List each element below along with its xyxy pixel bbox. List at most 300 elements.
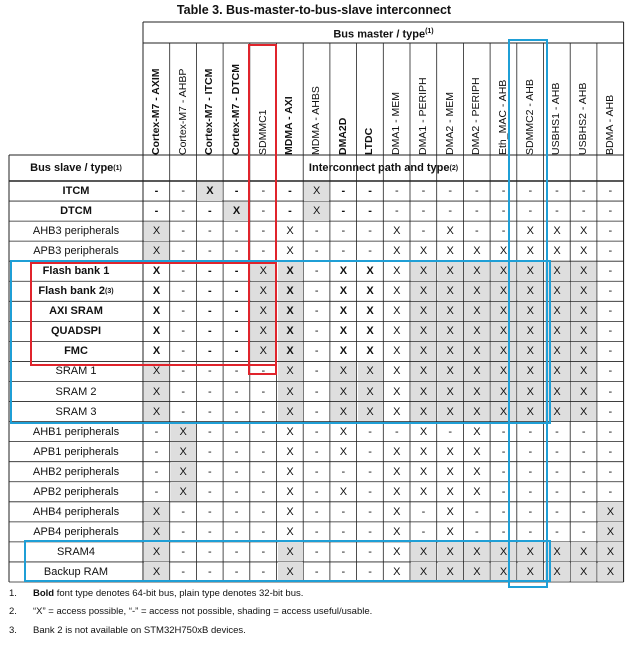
access-cell: X <box>411 302 436 321</box>
access-cell: - <box>448 185 453 197</box>
footnote-3: 3. Bank 2 is not available on STM32H750xB devices. <box>9 625 246 636</box>
access-cell: X <box>144 382 169 401</box>
access-cell: - <box>448 425 453 438</box>
access-cell: X <box>331 402 356 421</box>
access-cell: X <box>393 565 401 578</box>
access-cell: X <box>171 462 196 481</box>
access-cell: - <box>555 465 559 478</box>
access-cell: - <box>154 425 159 438</box>
bus-master-label: Cortex-M7 - DTCM <box>229 64 242 155</box>
access-cell: X <box>251 322 276 341</box>
access-cell: X <box>473 425 481 438</box>
access-cell: X <box>571 362 596 381</box>
bus-master-label: Cortex-M7 - AXIM <box>149 68 162 155</box>
access-cell: - <box>234 305 239 318</box>
access-cell: X <box>366 265 374 278</box>
access-cell: X <box>598 502 623 521</box>
access-cell: X <box>438 382 463 401</box>
access-cell: X <box>464 322 489 341</box>
access-cell: X <box>473 485 481 498</box>
access-cell: - <box>181 565 186 578</box>
access-cell: - <box>581 205 586 218</box>
access-cell: X <box>286 425 294 438</box>
access-cell: - <box>368 565 372 578</box>
access-cell: X <box>411 382 436 401</box>
access-cell: X <box>438 322 463 341</box>
access-cell: X <box>438 542 463 561</box>
access-cell: - <box>608 185 613 197</box>
access-cell: X <box>553 245 561 258</box>
bus-master-header: Bus master / type$^{(1)}$ <box>333 28 434 41</box>
access-cell: - <box>208 225 212 238</box>
access-cell: X <box>411 562 436 581</box>
access-cell: - <box>608 405 613 418</box>
access-cell: - <box>314 465 319 478</box>
access-cell: - <box>314 405 319 418</box>
access-cell: - <box>581 185 586 197</box>
access-cell: - <box>208 385 212 398</box>
access-cell: - <box>501 485 506 498</box>
bus-master-label: DMA1 - PERIPH <box>416 77 429 155</box>
access-cell: X <box>464 262 489 281</box>
access-cell: - <box>234 185 239 197</box>
access-cell: X <box>446 505 454 518</box>
access-cell: X <box>446 445 454 458</box>
access-cell: X <box>286 485 294 498</box>
access-cell: - <box>368 225 372 238</box>
access-cell: X <box>526 225 534 238</box>
access-cell: X <box>393 485 401 498</box>
access-cell: X <box>491 542 516 561</box>
access-cell: - <box>608 265 613 278</box>
access-cell: X <box>491 302 516 321</box>
access-cell: - <box>314 425 319 438</box>
access-cell: X <box>339 485 348 498</box>
access-cell: - <box>154 465 159 478</box>
access-cell: X <box>224 202 249 221</box>
access-cell: - <box>314 325 319 338</box>
bus-slave-label: ITCM <box>62 185 90 197</box>
access-cell: X <box>152 265 161 278</box>
access-cell: X <box>438 402 463 421</box>
access-cell: - <box>208 305 212 318</box>
access-cell: X <box>571 542 596 561</box>
access-cell: - <box>288 185 292 197</box>
access-cell: - <box>261 385 266 398</box>
access-cell: X <box>411 342 436 361</box>
access-cell: - <box>208 525 212 538</box>
access-cell: - <box>154 185 159 197</box>
access-cell: X <box>491 262 516 281</box>
access-cell: X <box>419 485 428 498</box>
access-cell: - <box>608 205 613 218</box>
access-cell: X <box>464 382 489 401</box>
bus-slave-label: AHB3 peripherals <box>32 225 120 238</box>
access-cell: - <box>208 365 212 378</box>
access-cell: X <box>545 302 570 321</box>
access-cell: X <box>571 382 596 401</box>
access-cell: - <box>314 505 319 518</box>
access-cell: X <box>286 525 294 538</box>
access-cell: - <box>261 485 266 498</box>
access-cell: X <box>144 562 169 581</box>
access-cell: X <box>278 402 303 421</box>
access-cell: X <box>286 245 294 258</box>
access-cell: X <box>278 362 303 381</box>
bus-slave-label: Flash bank 2 (3) <box>38 285 114 298</box>
access-cell: X <box>518 542 543 561</box>
access-cell: X <box>518 562 543 581</box>
access-cell: - <box>234 345 239 358</box>
access-cell: - <box>528 205 533 218</box>
access-cell: - <box>181 285 186 298</box>
access-cell: X <box>286 505 294 518</box>
bus-slave-label: AXI SRAM <box>49 305 103 318</box>
access-cell: X <box>571 322 596 341</box>
access-cell: X <box>545 262 570 281</box>
access-cell: - <box>261 565 266 578</box>
access-cell: - <box>181 365 186 378</box>
access-cell: - <box>421 205 426 218</box>
access-cell: - <box>208 465 212 478</box>
access-cell: X <box>446 485 454 498</box>
access-cell: X <box>144 522 169 541</box>
access-cell: - <box>368 445 372 458</box>
access-cell: X <box>473 445 481 458</box>
access-cell: - <box>234 485 239 498</box>
bus-slave-label: APB2 peripherals <box>33 485 119 498</box>
bus-master-label: DMA2 - MEM <box>443 92 456 155</box>
access-cell: - <box>261 225 266 238</box>
access-cell: - <box>501 465 506 478</box>
access-cell: X <box>393 225 401 238</box>
access-cell: - <box>208 205 212 218</box>
bus-slave-header: Bus slave / type (1) <box>30 162 122 174</box>
access-cell: - <box>421 185 426 197</box>
access-cell: - <box>261 425 266 438</box>
access-cell: - <box>181 505 186 518</box>
access-cell: X <box>491 322 516 341</box>
access-cell: X <box>419 245 428 258</box>
access-cell: - <box>314 305 319 318</box>
access-cell: - <box>341 565 346 578</box>
access-cell: - <box>448 205 453 218</box>
access-cell: X <box>438 262 463 281</box>
access-cell: X <box>366 285 374 298</box>
access-cell: X <box>411 282 436 301</box>
access-cell: - <box>314 525 319 538</box>
access-cell: - <box>394 185 399 197</box>
bus-slave-label: FMC <box>64 345 88 358</box>
access-cell: - <box>234 325 239 338</box>
access-cell: - <box>208 345 212 358</box>
access-cell: X <box>491 282 516 301</box>
access-cell: X <box>411 362 436 381</box>
access-cell: - <box>421 525 426 538</box>
access-cell: - <box>261 525 266 538</box>
access-cell: X <box>393 385 401 398</box>
access-cell: X <box>580 225 588 238</box>
access-cell: - <box>421 225 426 238</box>
access-cell: - <box>181 345 186 358</box>
access-cell: - <box>234 505 239 518</box>
access-cell: X <box>491 382 516 401</box>
access-cell: X <box>171 442 196 461</box>
access-cell: X <box>553 225 561 238</box>
access-cell: - <box>581 425 586 438</box>
access-cell: - <box>581 525 586 538</box>
interconnect-path-header: Interconnect path and type (2) <box>308 162 459 174</box>
access-cell: - <box>154 445 159 458</box>
access-cell: - <box>314 245 319 258</box>
access-cell: - <box>261 505 266 518</box>
access-cell: - <box>208 485 212 498</box>
bus-master-label: DMA2D <box>336 117 349 155</box>
access-cell: - <box>475 225 479 238</box>
access-cell: - <box>208 245 212 258</box>
access-cell: - <box>555 445 559 458</box>
access-cell: - <box>528 485 533 498</box>
access-cell: - <box>261 205 266 218</box>
access-cell: X <box>152 325 161 338</box>
access-cell: - <box>234 545 239 558</box>
bus-slave-label: APB1 peripherals <box>33 445 119 458</box>
access-cell: X <box>473 245 481 258</box>
access-cell: - <box>501 225 506 238</box>
access-cell: X <box>518 302 543 321</box>
access-cell: X <box>393 365 401 378</box>
access-cell: - <box>208 405 212 418</box>
access-cell: X <box>464 342 489 361</box>
access-cell: X <box>491 342 516 361</box>
access-cell: - <box>608 385 613 398</box>
access-cell: X <box>545 362 570 381</box>
access-cell: X <box>411 542 436 561</box>
access-cell: X <box>438 302 463 321</box>
bus-master-label: MDMA - AHBS <box>310 86 323 155</box>
access-cell: - <box>234 465 239 478</box>
access-cell: - <box>341 525 346 538</box>
access-cell: - <box>208 505 212 518</box>
access-cell: - <box>314 565 319 578</box>
access-cell: X <box>393 405 401 418</box>
access-cell: - <box>528 505 533 518</box>
access-cell: - <box>154 205 159 218</box>
access-cell: X <box>339 445 348 458</box>
access-cell: X <box>571 282 596 301</box>
access-cell: X <box>339 425 348 438</box>
access-cell: X <box>278 542 303 561</box>
access-cell: - <box>208 425 212 438</box>
access-cell: X <box>393 345 401 358</box>
access-cell: X <box>571 402 596 421</box>
access-cell: - <box>368 505 372 518</box>
bus-slave-label: SRAM 3 <box>55 405 97 418</box>
access-cell: X <box>545 282 570 301</box>
access-cell: - <box>581 485 586 498</box>
access-cell: - <box>608 425 613 438</box>
access-cell: - <box>501 445 506 458</box>
access-cell: - <box>475 185 479 197</box>
access-cell: - <box>555 505 559 518</box>
access-cell: X <box>393 505 401 518</box>
access-cell: X <box>518 362 543 381</box>
access-cell: - <box>501 185 506 197</box>
access-cell: - <box>234 565 239 578</box>
access-cell: - <box>154 485 159 498</box>
bus-master-label: SDMMC2 - AHB <box>523 79 536 155</box>
access-cell: X <box>331 362 356 381</box>
access-cell: - <box>261 405 266 418</box>
access-cell: - <box>581 465 586 478</box>
access-cell: - <box>288 205 292 218</box>
access-cell: X <box>518 282 543 301</box>
access-cell: X <box>358 402 383 421</box>
access-cell: - <box>314 265 319 278</box>
access-cell: X <box>144 402 169 421</box>
access-cell: - <box>608 305 613 318</box>
access-cell: - <box>608 485 613 498</box>
access-cell: X <box>278 322 303 341</box>
access-cell: - <box>421 505 426 518</box>
access-cell: X <box>491 362 516 381</box>
access-cell: X <box>278 302 303 321</box>
access-cell: X <box>331 382 356 401</box>
access-cell: - <box>234 365 239 378</box>
table-title: Table 3. Bus-master-to-bus-slave interconnect <box>176 3 452 17</box>
access-cell: - <box>181 405 186 418</box>
access-cell: - <box>475 525 479 538</box>
bus-master-label: LTDC <box>363 127 376 155</box>
access-cell: X <box>152 305 161 318</box>
access-cell: X <box>144 222 169 241</box>
access-cell: X <box>438 282 463 301</box>
access-cell: - <box>314 285 319 298</box>
access-cell: X <box>144 502 169 521</box>
access-cell: X <box>518 402 543 421</box>
access-cell: - <box>261 445 266 458</box>
access-cell: - <box>181 265 186 278</box>
access-cell: - <box>608 245 613 258</box>
access-cell: X <box>464 402 489 421</box>
access-cell: - <box>314 385 319 398</box>
access-cell: X <box>144 242 169 261</box>
access-cell: X <box>286 225 294 238</box>
access-cell: X <box>598 522 623 541</box>
bus-master-label: DMA1 - MEM <box>390 92 403 155</box>
access-cell: - <box>234 385 239 398</box>
bus-master-label: USBHS1 - AHB <box>550 82 563 155</box>
access-cell: - <box>234 525 239 538</box>
access-cell: X <box>278 282 303 301</box>
access-cell: - <box>234 265 239 278</box>
access-cell: X <box>393 465 401 478</box>
access-cell: X <box>499 245 508 258</box>
access-cell: X <box>411 322 436 341</box>
access-cell: X <box>393 445 401 458</box>
access-cell: - <box>181 385 186 398</box>
access-cell: - <box>368 545 372 558</box>
bus-slave-label: SRAM 1 <box>55 365 97 378</box>
access-cell: X <box>278 562 303 581</box>
access-cell: - <box>181 325 186 338</box>
access-cell: X <box>464 362 489 381</box>
access-cell: - <box>555 525 559 538</box>
access-cell: X <box>278 382 303 401</box>
access-cell: X <box>464 282 489 301</box>
access-cell: - <box>341 225 346 238</box>
access-cell: X <box>446 525 454 538</box>
access-cell: X <box>464 542 489 561</box>
access-cell: - <box>181 205 186 218</box>
access-cell: X <box>171 422 196 441</box>
access-cell: X <box>545 562 570 581</box>
access-cell: - <box>341 545 346 558</box>
access-cell: X <box>304 202 329 221</box>
access-cell: X <box>358 382 383 401</box>
access-cell: X <box>358 362 383 381</box>
access-cell: - <box>181 545 186 558</box>
access-cell: X <box>518 382 543 401</box>
access-cell: - <box>234 405 239 418</box>
access-cell: X <box>491 562 516 581</box>
access-cell: X <box>171 482 196 501</box>
access-cell: - <box>314 545 319 558</box>
access-cell: - <box>501 525 506 538</box>
access-cell: - <box>608 465 613 478</box>
access-cell: X <box>545 322 570 341</box>
access-cell: - <box>581 505 586 518</box>
access-cell: - <box>208 445 212 458</box>
access-cell: X <box>438 362 463 381</box>
access-cell: X <box>278 262 303 281</box>
access-cell: X <box>518 342 543 361</box>
access-cell: - <box>181 185 186 197</box>
access-cell: X <box>438 342 463 361</box>
access-cell: X <box>411 262 436 281</box>
access-cell: - <box>208 285 212 298</box>
access-cell: - <box>181 225 186 238</box>
access-cell: - <box>261 245 266 258</box>
access-cell: X <box>144 542 169 561</box>
access-cell: - <box>341 185 346 197</box>
access-cell: X <box>419 425 428 438</box>
access-cell: - <box>208 565 212 578</box>
access-cell: - <box>261 185 266 197</box>
access-cell: - <box>368 245 372 258</box>
bus-slave-label: APB3 peripherals <box>33 245 119 258</box>
bus-slave-label: AHB1 peripherals <box>32 425 120 438</box>
access-cell: - <box>234 425 239 438</box>
access-cell: - <box>314 345 319 358</box>
access-cell: X <box>393 245 401 258</box>
access-cell: X <box>571 342 596 361</box>
access-cell: X <box>473 465 481 478</box>
access-cell: - <box>555 425 559 438</box>
access-cell: X <box>251 302 276 321</box>
access-cell: X <box>598 542 623 561</box>
access-cell: X <box>339 325 348 338</box>
bus-master-label: DMA2 - PERIPH <box>470 77 483 155</box>
bus-master-label: Eth_MAC - AHB <box>496 79 509 155</box>
access-cell: X <box>152 345 161 358</box>
access-cell: X <box>144 362 169 381</box>
footnote-1: 1. Bold font type denotes 64-bit bus, plain type denotes 32-bit bus. <box>9 588 304 599</box>
access-cell: - <box>368 425 372 438</box>
access-cell: - <box>234 225 239 238</box>
access-cell: X <box>545 542 570 561</box>
access-cell: - <box>501 505 506 518</box>
